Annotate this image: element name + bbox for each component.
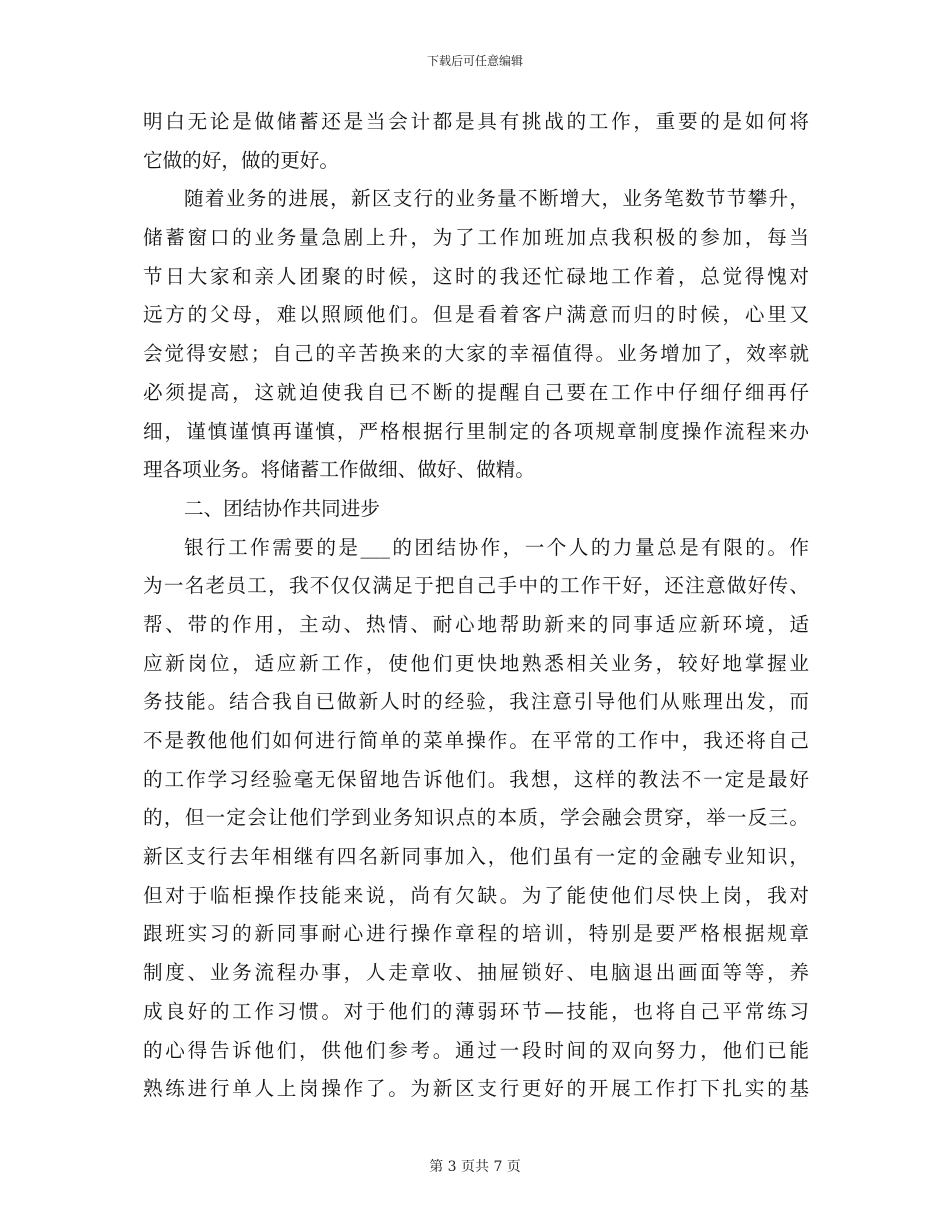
text-line: 应新岗位，适应新工作，使他们更快地熟悉相关业务，较好地掌握业 <box>143 651 809 675</box>
page-header: 下载后可任意编辑 <box>426 54 523 68</box>
text-line: 的心得告诉他们，供他们参考。通过一段时间的双向努力，他们已能 <box>143 1038 809 1062</box>
text-line: 细，谨慎谨慎再谨慎，严格根据行里制定的各项规章制度操作流程来办 <box>143 419 809 443</box>
text-line: 不是教他他们如何进行简单的菜单操作。在平常的工作中，我还将自己 <box>143 729 809 752</box>
text-line: 熟练进行单人上岗操作了。为新区支行更好的开展工作打下扎实的基 <box>143 1077 809 1101</box>
text-line: 明白无论是做储蓄还是当会计都是具有挑战的工作，重要的是如何将 <box>143 110 809 133</box>
text-line: 二、团结协作共同进步 <box>184 496 380 520</box>
text-line: 必须提高，这就迫使我自已不断的提醒自己要在工作中仔细仔细再仔 <box>143 380 809 404</box>
text-line: 随着业务的进展，新区支行的业务量不断增大，业务笔数节节攀升， <box>184 187 809 211</box>
text-line: 储蓄窗口的业务量急剧上升，为了工作加班加点我积极的参加，每当 <box>143 226 809 250</box>
text-line: 制度、业务流程办事，人走章收、抽屉锁好、电脑退出画面等等，养 <box>143 961 809 985</box>
text-line: 新区支行去年相继有四名新同事加入，他们虽有一定的金融专业知识， <box>143 845 809 869</box>
text-line: 会觉得安慰；自己的辛苦换来的大家的幸福值得。业务增加了，效率就 <box>143 342 809 366</box>
text-line: 银行工作需要的是___的团结协作，一个人的力量总是有限的。作 <box>184 535 809 559</box>
text-line: 远方的父母，难以照顾他们。但是看着客户满意而归的时候，心里又 <box>143 303 809 327</box>
document-body <box>143 103 809 1109</box>
text-line: 理各项业务。将储蓄工作做细、做好、做精。 <box>143 458 535 482</box>
text-line: 节日大家和亲人团聚的时候，这时的我还忙碌地工作着，总觉得愧对 <box>143 264 809 288</box>
text-line: 跟班实习的新同事耐心进行操作章程的培训，特别是要严格根据规章 <box>143 922 809 946</box>
text-line: 但对于临柜操作技能来说，尚有欠缺。为了能使他们尽快上岗，我对 <box>143 883 809 907</box>
text-line: 为一名老员工，我不仅仅满足于把自己手中的工作干好，还注意做好传、 <box>143 574 809 598</box>
page-footer: 第 3 页共 7 页 <box>429 1159 521 1175</box>
text-line: 成良好的工作习惯。对于他们的薄弱环节—技能，也将自己平常练习 <box>143 999 809 1023</box>
text-line: 它做的好，做的更好。 <box>143 148 339 172</box>
text-line: 的，但一定会让他们学到业务知识点的本质，学会融会贯穿，举一反三。 <box>143 806 809 830</box>
text-line: 帮、带的作用，主动、热情、耐心地帮助新来的同事适应新环境，适 <box>143 612 809 636</box>
text-line: 的工作学习经验毫无保留地告诉他们。我想，这样的教法不一定是最好 <box>143 767 809 791</box>
text-line: 务技能。结合我自已做新人时的经验，我注意引导他们从账理出发，而 <box>143 690 809 714</box>
